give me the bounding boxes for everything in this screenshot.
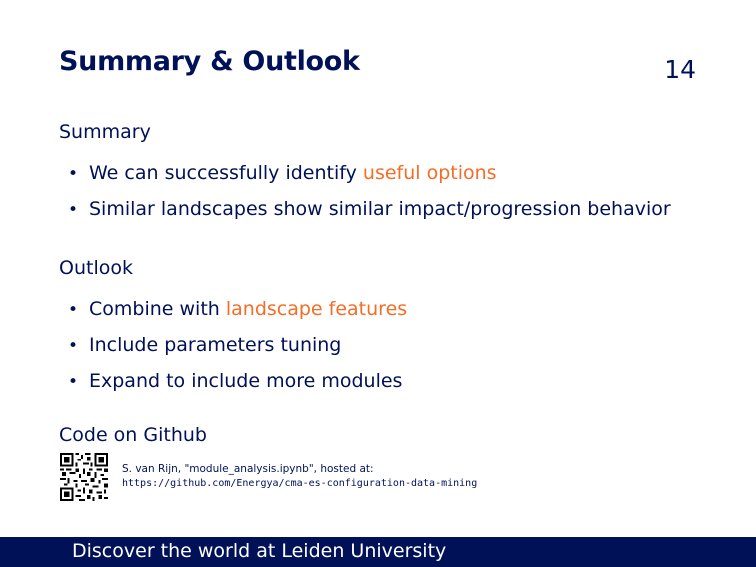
bullet-icon: • — [68, 164, 79, 184]
list-item-text: Include parameters tuning — [89, 334, 342, 356]
list-item — [68, 192, 671, 228]
list-item-text: Combine with — [89, 298, 226, 320]
outlook-list — [68, 292, 407, 400]
footer-bar — [0, 537, 756, 567]
github-link[interactable]: https://github.com/Energya/cma-es-configuration-data-mining — [122, 478, 478, 489]
summary-heading: Summary — [59, 121, 151, 143]
qr-code-icon[interactable] — [60, 453, 108, 501]
list-item — [68, 328, 407, 364]
list-item — [68, 364, 407, 400]
list-item — [68, 292, 407, 328]
bullet-icon: • — [68, 372, 79, 392]
list-item-text: We can successfully identify — [89, 162, 363, 184]
highlight-text: landscape features — [225, 298, 408, 320]
bullet-icon: • — [68, 300, 79, 320]
bullet-icon: • — [68, 200, 79, 220]
slide-title: Summary & Outlook — [59, 46, 360, 77]
list-item-text: Similar landscapes show similar impact/progression behavior — [89, 198, 671, 220]
citation-text: S. van Rijn, "module_analysis.ipynb", hosted at: — [122, 463, 374, 475]
bullet-icon: • — [68, 336, 79, 356]
footer-text: Discover the world at Leiden University — [72, 540, 447, 562]
list-item-text: Expand to include more modules — [89, 370, 403, 392]
page-number: 14 — [664, 55, 696, 84]
outlook-heading: Outlook — [59, 257, 133, 279]
highlight-text: useful options — [362, 162, 497, 184]
list-item — [68, 156, 671, 192]
summary-list — [68, 156, 671, 228]
code-heading: Code on Github — [59, 424, 207, 446]
